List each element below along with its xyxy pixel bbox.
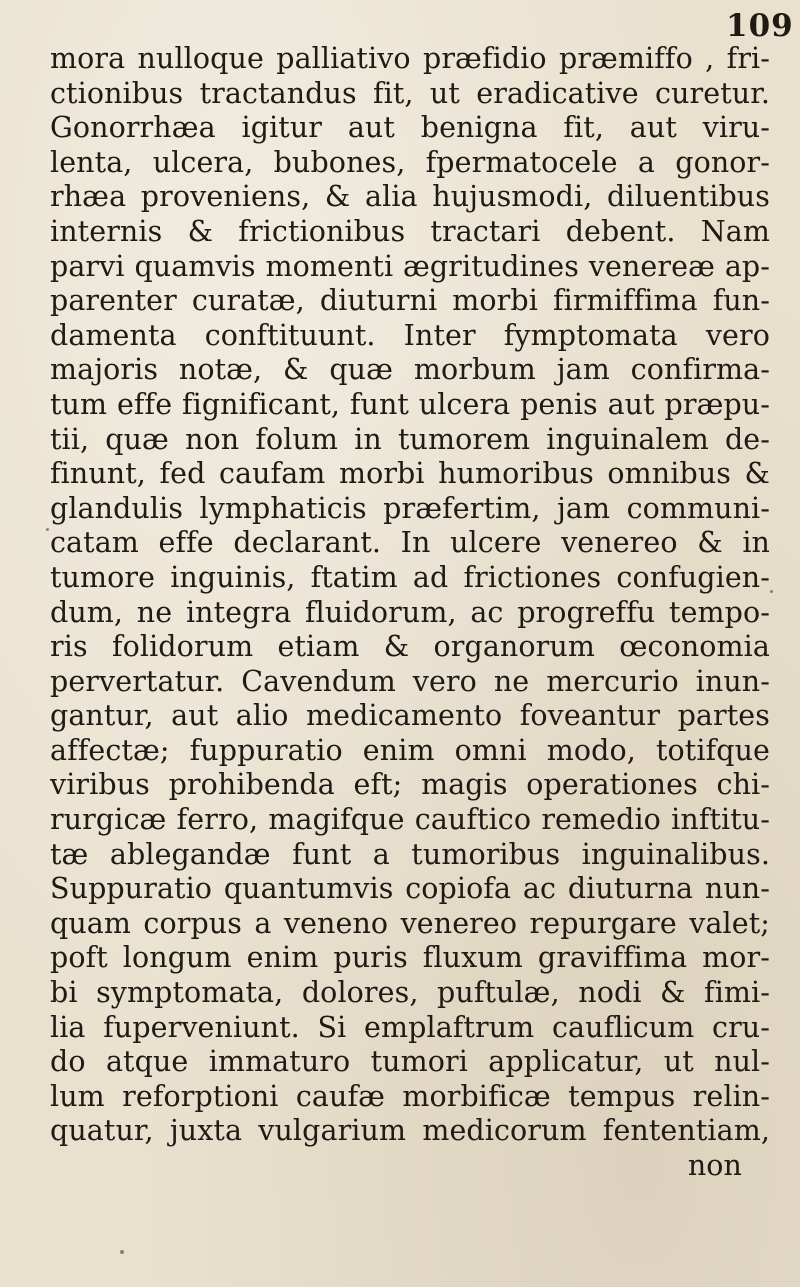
text-line: tæ ablegandæ funt a tumoribus inguinalibus.	[50, 837, 770, 871]
text-line: tum effe fignificant, funt ulcera penis aut præpu-	[50, 387, 770, 421]
body-text	[50, 42, 770, 1184]
page-number: 109	[726, 8, 794, 44]
text-line: gantur, aut alio medicamento foveantur partes	[50, 699, 770, 733]
paper-speck	[770, 590, 773, 593]
text-line: poft longum enim puris fluxum graviffima mor-	[50, 941, 770, 975]
text-line: tumore inguinis, ftatim ad frictiones confugien-	[50, 560, 770, 594]
text-line: majoris notæ, & quæ morbum jam confirma-	[50, 353, 770, 387]
text-line: damenta conftituunt. Inter fymptomata vero	[50, 318, 770, 352]
paper-speck	[46, 528, 49, 531]
text-line: ris folidorum etiam & organorum œconomia	[50, 630, 770, 664]
text-line: pervertatur. Cavendum vero ne mercurio inun-	[50, 664, 770, 698]
paper-speck	[120, 1250, 124, 1254]
text-line: Gonorrhæa igitur aut benigna fit, aut viru-	[50, 111, 770, 145]
text-line: catam effe declarant. In ulcere venereo & in	[50, 526, 770, 560]
text-line: finunt, fed caufam morbi humoribus omnibus &	[50, 457, 770, 491]
text-line: quatur, juxta vulgarium medicorum fententiam,	[50, 1114, 770, 1148]
text-line: do atque immaturo tumori applicatur, ut nul-	[50, 1045, 770, 1079]
text-line: rurgicæ ferro, magifque cauftico remedio inftitu-	[50, 803, 770, 837]
text-line: parvi quamvis momenti ægritudines venereæ ap-	[50, 249, 770, 283]
text-line: glandulis lymphaticis præfertim, jam communi-	[50, 491, 770, 525]
text-line: lia fuperveniunt. Si emplaftrum cauflicum cru-	[50, 1010, 770, 1044]
text-line: mora nulloque palliativo præfidio præmiffo , fri-	[50, 42, 770, 75]
text-line: tii, quæ non folum in tumorem inguinalem de-	[50, 422, 770, 456]
text-line: viribus prohibenda eft; magis operationes chi-	[50, 768, 770, 802]
catchword: non	[687, 1149, 742, 1182]
text-line: quam corpus a veneno venereo repurgare valet;	[50, 906, 770, 940]
text-line: lenta, ulcera, bubones, fpermatocele a gonor-	[50, 145, 770, 179]
text-line: affectæ; fuppuratio enim omni modo, totifque	[50, 733, 770, 767]
text-line: lum reforptioni caufæ morbificæ tempus relin-	[50, 1079, 770, 1113]
text-line: bi symptomata, dolores, puftulæ, nodi & fimi-	[50, 976, 770, 1010]
text-line: internis & frictionibus tractari debent. Nam	[50, 214, 770, 248]
text-line: dum, ne integra fluidorum, ac progreffu tempo-	[50, 595, 770, 629]
text-line: ctionibus tractandus fit, ut eradicative curetur.	[50, 76, 770, 110]
text-line: parenter curatæ, diuturni morbi firmiffima fun-	[50, 284, 770, 318]
text-line: Suppuratio quantumvis copiofa ac diuturna nun-	[50, 872, 770, 906]
text-line: rhæa proveniens, & alia hujusmodi, diluentibus	[50, 180, 770, 214]
